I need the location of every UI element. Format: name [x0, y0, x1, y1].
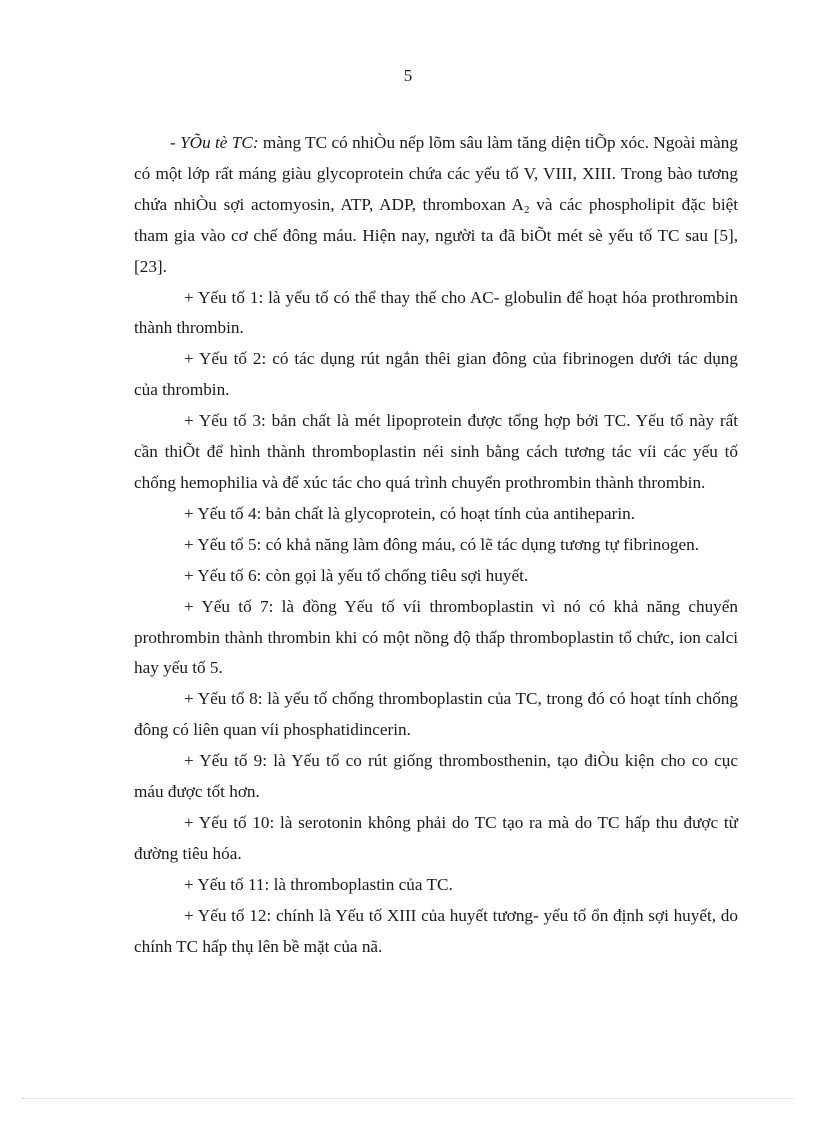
factor-2-paragraph: + Yếu tố 2: có tác dụng rút ngắn thêi gian đông của fibrinogen dưới tác dụng của thrombin.: [134, 349, 738, 400]
intro-subscript: 2: [523, 203, 530, 216]
intro-paragraph: [134, 128, 738, 283]
factor-8-paragraph: + Yếu tố 8: là yếu tố chống thromboplastin của TC, trong đó có hoạt tính chống đông có liên quan víi phosphatidincerin.: [134, 689, 738, 740]
factor-9-paragraph: + Yếu tố 9: là Yếu tố co rút giống thrombosthenin, tạo điÒu kiện cho co cục máu được tốt hơn.: [134, 751, 738, 802]
factor-5-paragraph: + Yếu tố 5: có khả năng làm đông máu, có lẽ tác dụng tương tự fibrinogen.: [184, 534, 700, 554]
factor-7-paragraph: + Yếu tố 7: là đồng Yếu tố víi thromboplastin vì nó có khả năng chuyển prothrombin thành thrombin khi có một nồng độ thấp thromboplastin tổ chức, ion calci hay yếu tố 5.: [134, 596, 738, 678]
factor-4-paragraph: + Yếu tố 4: bản chất là glycoprotein, có hoạt tính của antiheparin.: [184, 503, 636, 523]
page-bottom-divider: [22, 1098, 794, 1099]
factor-3-paragraph: + Yếu tố 3: bản chất là mét lipoprotein được tổng hợp bởi TC. Yếu tố này rất cần thiÕt để hình thành thromboplastin néi sinh bằng cách tương tác víi các yếu tố chống hemophilia và để xúc tác cho quá trình chuyển prothrombin thành thrombin.: [134, 411, 738, 492]
document-body: [134, 128, 738, 962]
intro-term: YÕu tè TC:: [180, 133, 259, 152]
factor-12-paragraph: + Yếu tố 12: chính là Yếu tố XIII của huyết tương- yếu tố ổn định sợi huyết, do chính TC hấp thụ lên bề mặt của nã.: [134, 905, 738, 956]
intro-lead: -: [170, 133, 181, 152]
factor-1-paragraph: + Yếu tố 1: là yếu tố có thể thay thế cho AC- globulin để hoạt hóa prothrombin thành thrombin.: [134, 287, 738, 338]
factor-11-paragraph: + Yếu tố 11: là thromboplastin của TC.: [184, 874, 453, 894]
intro-text-1: màng TC có nhiÒu nếp lõm sâu làm tăng diện tiÕp xóc. Ngoài màng có một lớp rất máng giàu glycoprotein chứa các yếu tố V, VIII, XIII. Trong bào tương chứa nhiÒu sợi actomyosin, ATP, ADP, thromboxan A: [134, 133, 738, 214]
intro-text-2: và các phospholipit đặc biệt tham gia vào cơ chế đông máu. Hiện nay, người ta đã biÕt mét sè yếu tố TC sau [5], [23].: [134, 194, 738, 276]
page-number: 5: [403, 66, 413, 85]
factor-10-paragraph: + Yếu tố 10: là serotonin không phải do TC tạo ra mà do TC hấp thu được từ đường tiêu hóa.: [134, 812, 738, 863]
factor-6-paragraph: + Yếu tố 6: còn gọi là yếu tố chống tiêu sợi huyết.: [184, 565, 529, 585]
